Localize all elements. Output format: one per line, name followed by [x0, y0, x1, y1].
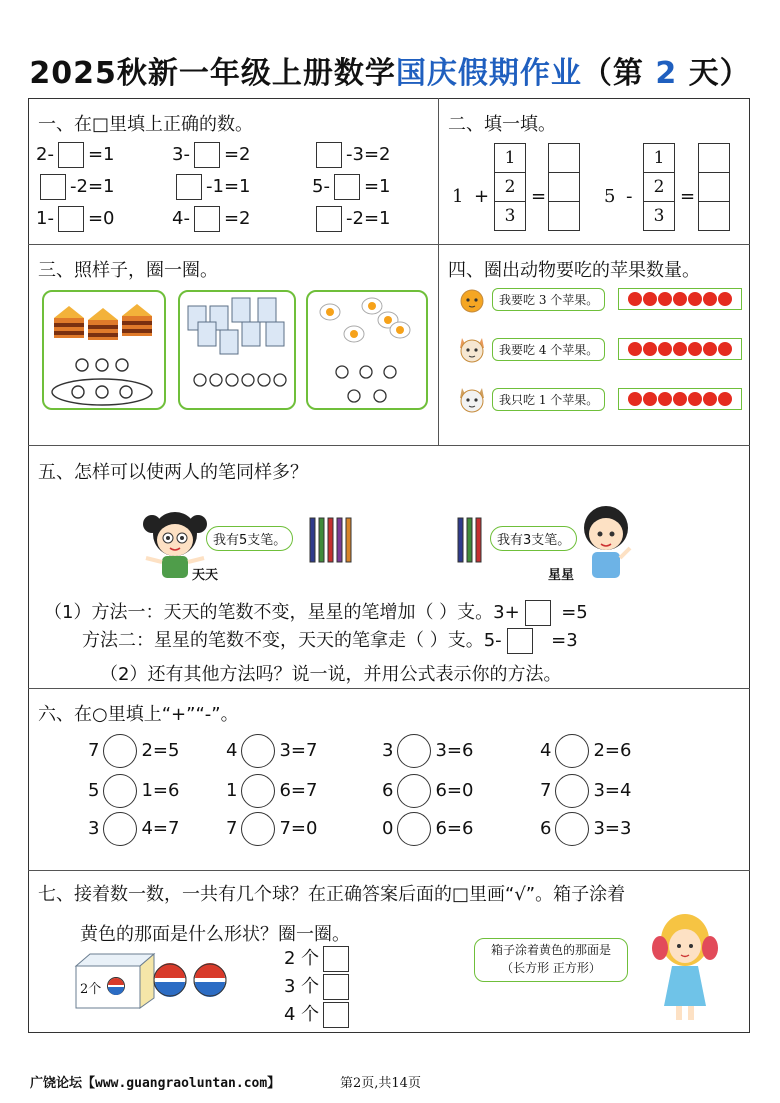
apple-icon[interactable] — [688, 292, 702, 306]
apple-icon[interactable] — [628, 292, 642, 306]
operator-circle[interactable] — [241, 774, 275, 808]
s1-equation — [36, 206, 115, 232]
answer-cell[interactable] — [699, 202, 729, 230]
divider-row1 — [28, 244, 750, 245]
s5-heading: 五、怎样可以使两人的笔同样多？ — [38, 462, 308, 483]
s6-equation — [226, 812, 317, 846]
option-label: 4 个 — [284, 1004, 320, 1025]
s6-equation — [88, 812, 179, 846]
footer-site[interactable]: 广饶论坛【www.guangraoluntan.com】 — [30, 1076, 281, 1091]
s5-question2: （2）还有其他方法吗？说一说，并用公式表示你的方法。 — [100, 664, 562, 685]
divider-row2 — [28, 445, 750, 446]
divider-col — [438, 98, 439, 445]
tiantian-speech: 我有5支笔。 — [206, 526, 293, 551]
cat-icon — [456, 332, 488, 366]
apple-icon[interactable] — [628, 342, 642, 356]
operator-circle[interactable] — [241, 812, 275, 846]
girl-illustration-icon — [650, 910, 720, 1022]
option-label: 3 个 — [284, 976, 320, 997]
xingxing-pens-icon — [456, 514, 484, 570]
operand-a: 6 — [382, 780, 394, 801]
title-day-num: 2 — [655, 56, 678, 91]
answer-box[interactable] — [176, 174, 202, 200]
xingxing-name: 星星 — [548, 568, 575, 583]
answer-box[interactable] — [194, 206, 220, 232]
check-box[interactable] — [323, 974, 349, 1000]
equation-prefix: 4- — [172, 208, 190, 229]
divider-row4 — [28, 870, 750, 871]
s1-equation — [312, 206, 390, 232]
method1-answer-box[interactable] — [525, 600, 551, 626]
answer-box[interactable] — [334, 174, 360, 200]
ball-icon — [192, 962, 228, 998]
equation-suffix: -2=1 — [70, 176, 115, 197]
fried-egg-icon — [362, 298, 382, 314]
operand-a: 1 — [226, 780, 238, 801]
s1-equation — [36, 142, 115, 168]
apple-icon[interactable] — [658, 292, 672, 306]
page-title — [0, 48, 780, 92]
ball-icon — [152, 962, 188, 998]
operator-circle[interactable] — [555, 812, 589, 846]
apple-icon[interactable] — [703, 392, 717, 406]
operand-a: 4 — [226, 740, 238, 761]
apple-icon[interactable] — [688, 392, 702, 406]
s2-heading: 二、填一填。 — [448, 114, 556, 135]
s6-equation — [382, 734, 473, 768]
answer-box[interactable] — [40, 174, 66, 200]
s1-equation — [312, 174, 391, 200]
apple-icon[interactable] — [673, 342, 687, 356]
operand-a: 3 — [382, 740, 394, 761]
apple-icon[interactable] — [718, 342, 732, 356]
s1-equation — [172, 206, 251, 232]
fried-egg-icon — [390, 322, 410, 338]
s2-right-stack — [643, 143, 675, 231]
stack-cell: 2 — [644, 173, 674, 202]
s1-heading: 一、在□里填上正确的数。 — [38, 114, 254, 135]
stack-cell: 1 — [495, 144, 525, 173]
equation-suffix: =2 — [223, 208, 251, 229]
apple-icon[interactable] — [643, 292, 657, 306]
equation-suffix: -2=1 — [346, 208, 391, 229]
operator-circle[interactable] — [397, 734, 431, 768]
operand-result: 6=6 — [435, 818, 474, 839]
operand-a: 5 — [88, 780, 100, 801]
title-highlight: 国庆假期作业 — [395, 56, 582, 91]
answer-cell[interactable] — [699, 173, 729, 202]
s6-equation — [382, 812, 473, 846]
s1-equation — [36, 174, 114, 200]
operand-result: 1=6 — [141, 780, 180, 801]
operator-circle[interactable] — [103, 812, 137, 846]
apple-icon[interactable] — [673, 392, 687, 406]
apple-icon[interactable] — [658, 392, 672, 406]
answer-box[interactable] — [58, 142, 84, 168]
stack-cell: 1 — [644, 144, 674, 173]
milk-carton-icon — [198, 322, 216, 346]
dog-icon — [456, 382, 488, 416]
operand-result: 6=0 — [435, 780, 474, 801]
operator-circle[interactable] — [555, 734, 589, 768]
operand-result: 3=6 — [435, 740, 474, 761]
box-label: 2个 — [80, 982, 102, 997]
tiantian-name: 天天 — [192, 568, 219, 583]
option-label: 2 个 — [284, 948, 320, 969]
milk-carton-icon — [242, 322, 260, 346]
check-box[interactable] — [323, 1002, 349, 1028]
operand-result: 2=5 — [141, 740, 180, 761]
fried-egg-icon — [320, 304, 340, 320]
equation-suffix: -3=2 — [346, 144, 391, 165]
answer-cell[interactable] — [549, 173, 579, 202]
answer-box[interactable] — [58, 206, 84, 232]
cakes-illustration — [44, 292, 164, 408]
operand-result: 7=0 — [279, 818, 318, 839]
s6-equation — [88, 774, 179, 808]
apple-icon[interactable] — [688, 342, 702, 356]
divider-row3 — [28, 688, 750, 689]
answer-box[interactable] — [194, 142, 220, 168]
s1-equation — [312, 142, 390, 168]
count-option — [284, 1000, 349, 1028]
equation-suffix: =2 — [223, 144, 251, 165]
method2-end: =3 — [551, 630, 578, 651]
count-option — [284, 972, 349, 1000]
operator-circle[interactable] — [241, 734, 275, 768]
s7-heading-line1: 七、接着数一数，一共有几个球？在正确答案后面的□里画“√”。箱子涂着 — [38, 884, 626, 905]
s6-equation — [226, 734, 317, 768]
operator-circle[interactable] — [103, 734, 137, 768]
apple-row[interactable] — [618, 288, 742, 310]
operand-a: 7 — [226, 818, 238, 839]
s2-left-num: 1 — [452, 186, 464, 207]
answer-box[interactable] — [316, 206, 342, 232]
animal-speech: 我只吃 1 个苹果。 — [492, 388, 605, 411]
s4-heading: 四、圈出动物要吃的苹果数量。 — [448, 260, 700, 281]
title-day-pre: （第 — [581, 56, 656, 91]
s2-right-eq: = — [680, 186, 696, 207]
operand-a: 4 — [540, 740, 552, 761]
tiantian-pens-icon — [308, 514, 352, 570]
method2-text: 方法二：星星的笔数不变，天天的笔拿走（ ）支。5- — [82, 630, 502, 651]
s1-equation — [172, 142, 251, 168]
panel-eggs — [306, 290, 428, 410]
cake-icon — [88, 308, 118, 340]
milk-carton-icon — [220, 330, 238, 354]
equation-suffix: =1 — [363, 176, 391, 197]
equation-suffix: -1=1 — [206, 176, 251, 197]
s6-equation — [88, 734, 179, 768]
operand-a: 7 — [540, 780, 552, 801]
operator-circle[interactable] — [397, 812, 431, 846]
operator-circle[interactable] — [555, 774, 589, 808]
apple-icon[interactable] — [628, 392, 642, 406]
equation-suffix: =1 — [87, 144, 115, 165]
milk-carton-icon — [258, 298, 276, 322]
method2-answer-box[interactable] — [507, 628, 533, 654]
bubble-line1: 箱子涂着黄色的那面是 — [490, 943, 611, 957]
apple-icon[interactable] — [643, 342, 657, 356]
equation-suffix: =0 — [87, 208, 115, 229]
milk-cartons-illustration — [180, 292, 294, 408]
xingxing-speech: 我有3支笔。 — [490, 526, 577, 551]
fried-egg-icon — [344, 326, 364, 342]
fox-icon — [456, 282, 488, 316]
s2-right-answer-stack[interactable] — [698, 143, 730, 231]
s2-right-op: - — [626, 186, 633, 207]
equation-prefix: 3- — [172, 144, 190, 165]
s7-speech-bubble — [474, 938, 628, 982]
s6-equation — [382, 774, 473, 808]
title-prefix: 2025秋新一年级上册数学 — [29, 56, 396, 91]
s6-equation — [540, 774, 631, 808]
apple-icon[interactable] — [703, 342, 717, 356]
example-panel-cakes — [42, 290, 166, 410]
equation-prefix: 5- — [312, 176, 330, 197]
s2-left-op: + — [474, 186, 490, 207]
eggs-illustration — [308, 292, 426, 408]
apple-icon[interactable] — [643, 392, 657, 406]
stack-cell: 2 — [495, 173, 525, 202]
cake-icon — [122, 304, 152, 336]
stack-cell: 3 — [653, 206, 665, 226]
operand-a: 0 — [382, 818, 394, 839]
answer-box[interactable] — [316, 142, 342, 168]
animal-speech: 我要吃 4 个苹果。 — [492, 338, 605, 361]
milk-carton-icon — [266, 322, 284, 346]
panel-milk-cartons — [178, 290, 296, 410]
operator-circle[interactable] — [103, 774, 137, 808]
s5-method1 — [44, 598, 588, 626]
milk-carton-icon — [232, 298, 250, 322]
operand-result: 3=3 — [593, 818, 632, 839]
animal-speech: 我要吃 3 个苹果。 — [492, 288, 605, 311]
operand-a: 3 — [88, 818, 100, 839]
s2-left-eq: = — [531, 186, 547, 207]
operand-result: 6=7 — [279, 780, 318, 801]
answer-cell[interactable] — [549, 144, 579, 173]
apple-icon[interactable] — [703, 292, 717, 306]
s6-equation — [540, 812, 631, 846]
operand-a: 7 — [88, 740, 100, 761]
operand-result: 3=7 — [279, 740, 318, 761]
s6-heading: 六、在○里填上“+”“-”。 — [38, 704, 239, 725]
operand-result: 3=4 — [593, 780, 632, 801]
operator-circle[interactable] — [397, 774, 431, 808]
operand-a: 6 — [540, 818, 552, 839]
apple-row[interactable] — [618, 338, 742, 360]
apple-icon[interactable] — [658, 342, 672, 356]
cake-icon — [54, 306, 84, 338]
s6-equation — [540, 734, 631, 768]
check-box[interactable] — [323, 946, 349, 972]
s3-heading: 三、照样子，圈一圈。 — [38, 260, 218, 281]
count-option — [284, 944, 349, 972]
s7-heading-line2: 黄色的那面是什么形状？圈一圈。 — [80, 924, 350, 945]
s2-left-stack — [494, 143, 526, 231]
equation-prefix: 1- — [36, 208, 54, 229]
ball-icon — [106, 976, 126, 996]
apple-icon[interactable] — [673, 292, 687, 306]
operand-result: 2=6 — [593, 740, 632, 761]
answer-cell[interactable] — [699, 144, 729, 173]
footer-page-number: 第2页,共14页 — [340, 1076, 421, 1091]
stack-cell: 3 — [504, 206, 516, 226]
operand-result: 4=7 — [141, 818, 180, 839]
answer-cell[interactable] — [549, 202, 579, 230]
s1-equation — [172, 174, 250, 200]
s5-method2 — [82, 626, 578, 654]
xingxing-avatar-icon — [578, 502, 634, 580]
apple-row[interactable] — [618, 388, 742, 410]
s2-right-num: 5 — [604, 186, 616, 207]
apple-icon[interactable] — [718, 292, 732, 306]
method1-end: =5 — [561, 602, 588, 623]
s6-equation — [226, 774, 317, 808]
bubble-line2[interactable]: （长方形 正方形） — [501, 961, 601, 975]
equation-prefix: 2- — [36, 144, 54, 165]
title-day-post: 天） — [677, 56, 751, 91]
s2-left-answer-stack[interactable] — [548, 143, 580, 231]
apple-icon[interactable] — [718, 392, 732, 406]
method1-text: （1）方法一：天天的笔数不变，星星的笔增加（ ）支。3+ — [44, 602, 520, 623]
